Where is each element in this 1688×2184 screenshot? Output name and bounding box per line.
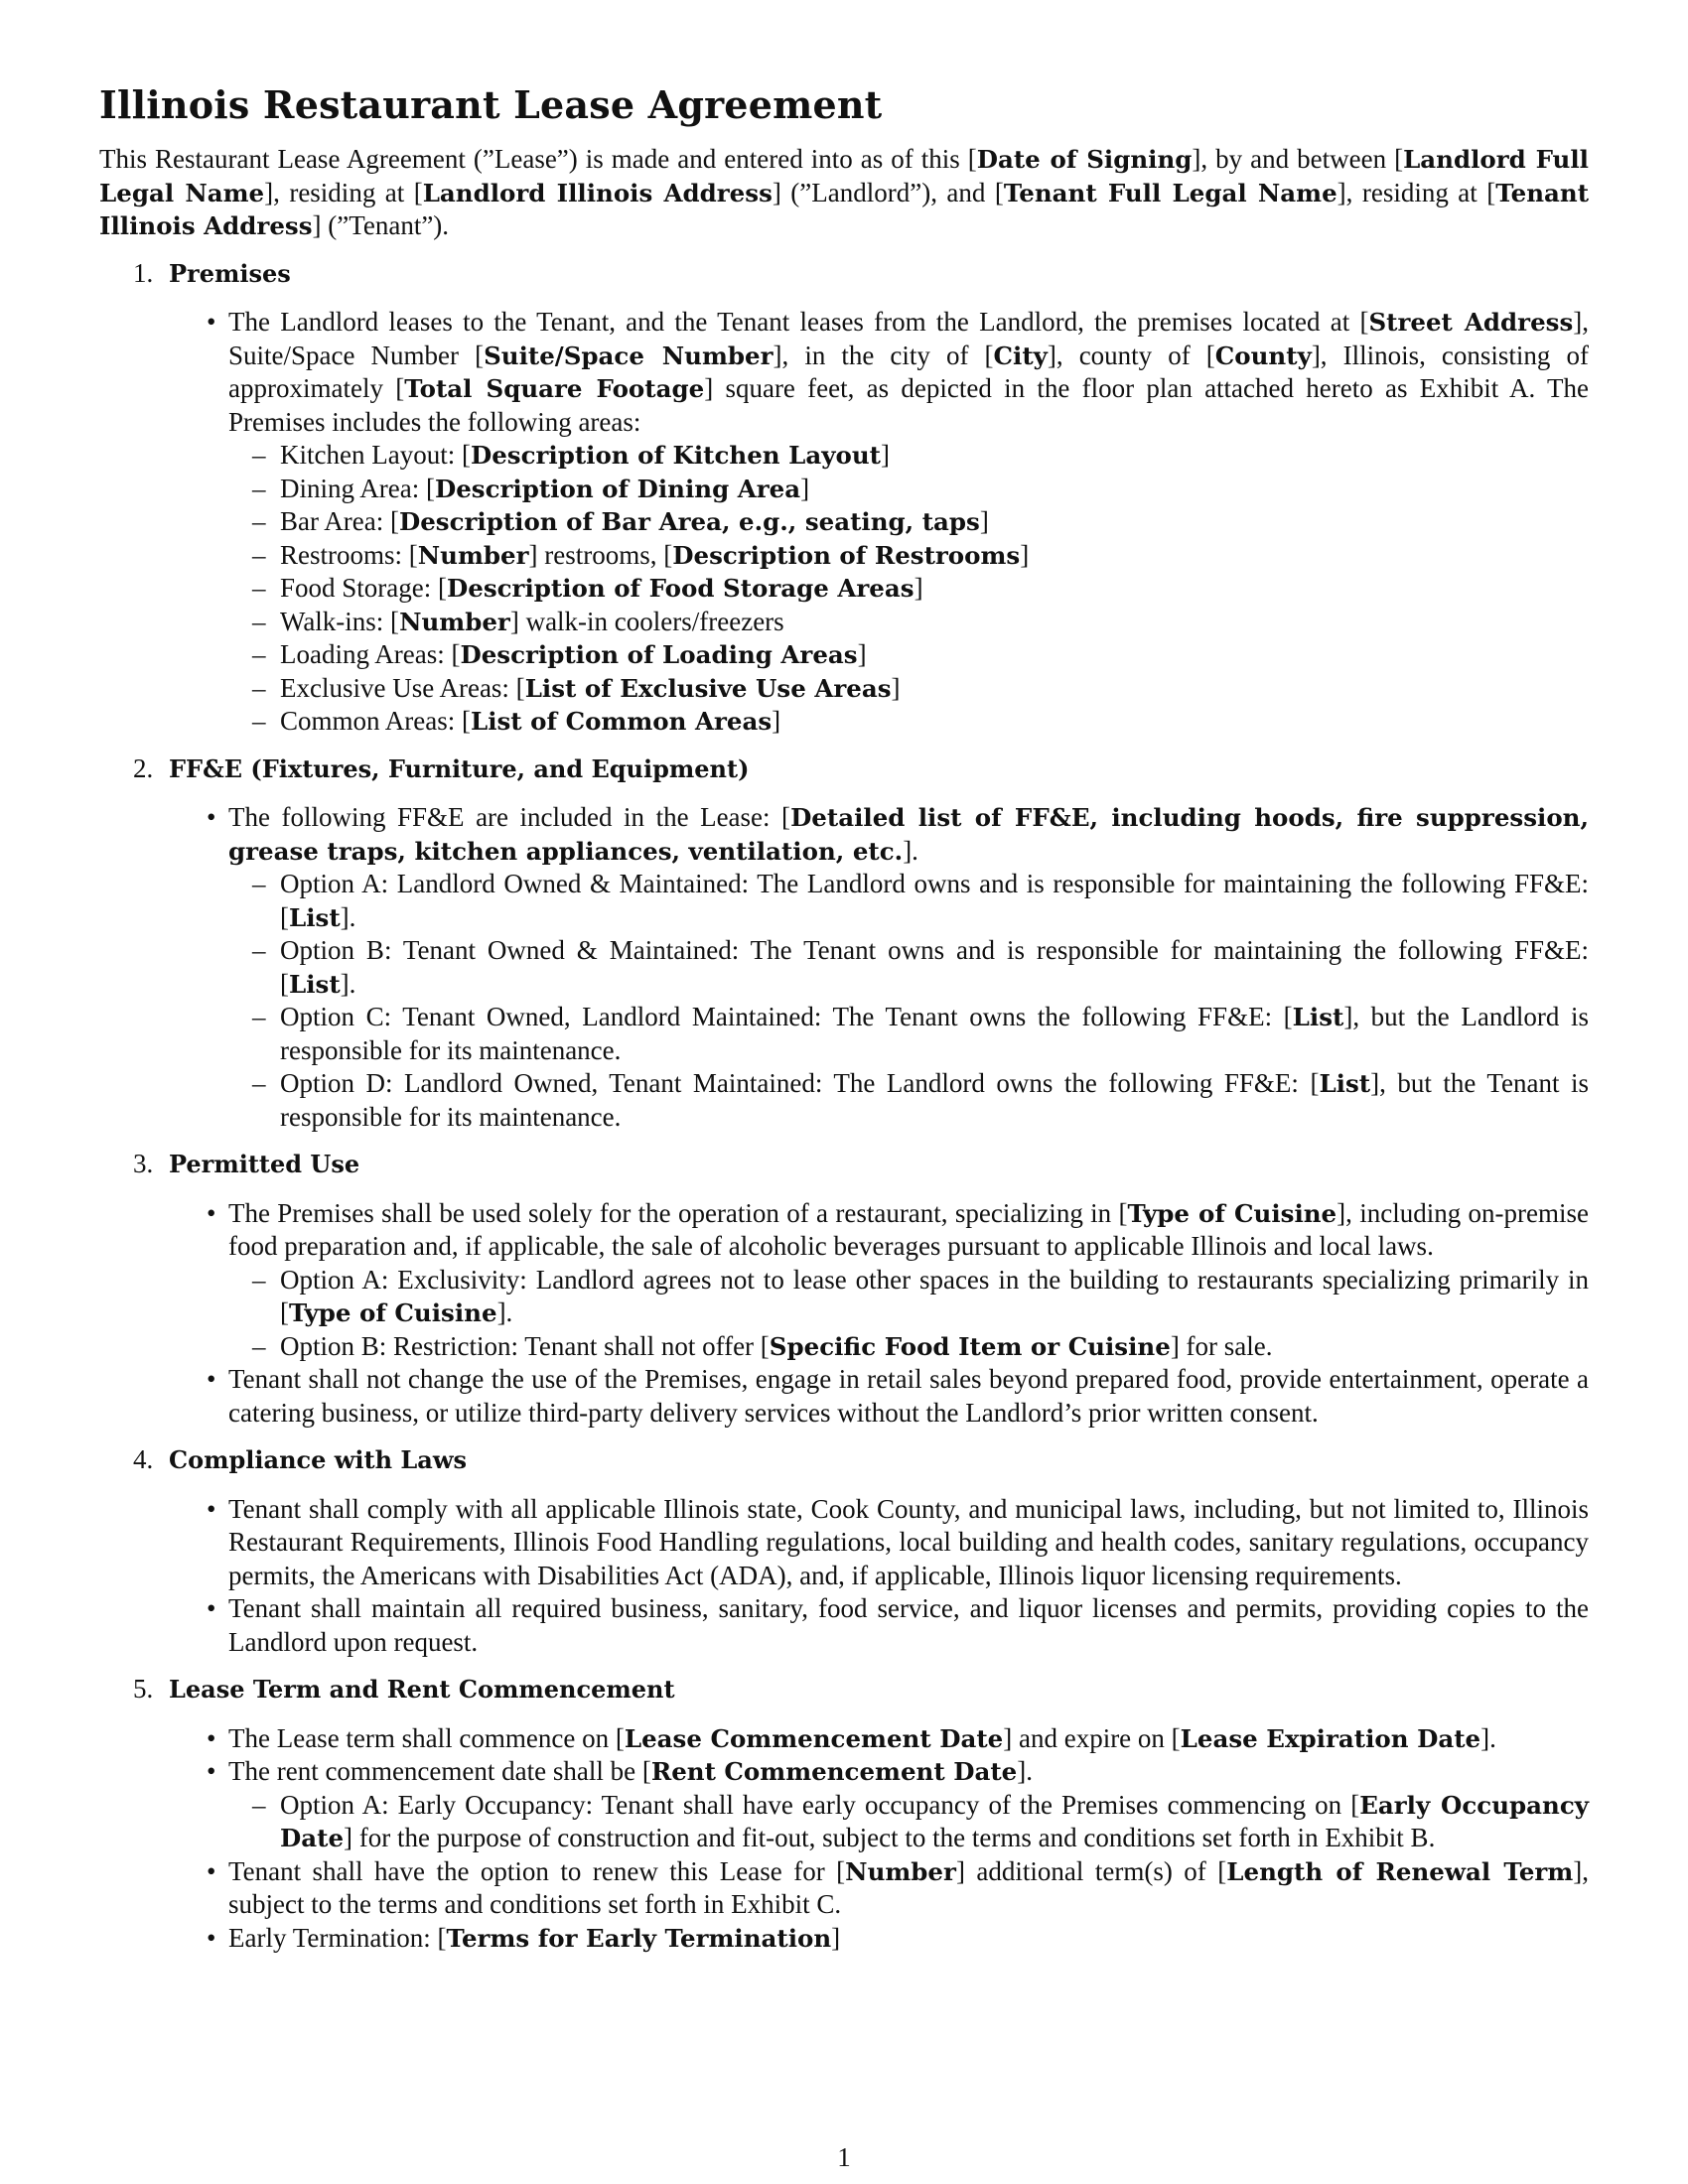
- field-placeholder: Suite/Space Number: [484, 341, 774, 370]
- section-premises: [99, 257, 1589, 739]
- section-permitted-use: [99, 1148, 1589, 1430]
- intro-paragraph: This Restaurant Lease Agreement (”Lease”) is made and entered into as of this [Date of Signing], by and between [Landlord Full Legal Name], residing at [Landlord Illinois Address] (”Landlord”), and [Tenant Full Legal Name], residing at [Tenant Illinois Address] (”Tenant”).: [99, 144, 1590, 240]
- section-title: Premises: [169, 258, 291, 288]
- list-item: • The Premises shall be used solely for the operation of a restaurant, specializing in [Type of Cuisine], including on-premise food preparation and, if applicable, the sale of alcoholic beverages pursuant to applicable Illinois and local laws. – Option A: Exclusivity: Landlord agrees not to lease other spaces in the building to restaurants specializing primarily in [Type of Cuisine]. – Option B: Restriction: Tenant shall not offer [Specific Food Item or Cuisine] for sale.: [228, 1197, 1589, 1364]
- bullet-list: [99, 306, 1589, 739]
- document-title: Illinois Restaurant Lease Agreement: [99, 82, 883, 127]
- field-placeholder: Number: [845, 1856, 956, 1886]
- bullet-list: [99, 1197, 1589, 1431]
- list-item: • The rent commencement date shall be [Rent Commencement Date]. – Option A: Early Occupancy: Tenant shall have early occupancy of the Premises commencing on [Early Occupancy Date] for the purpose of construction and fit-out, subject to the terms and conditions set forth in Exhibit B.: [228, 1755, 1589, 1855]
- section-heading: [133, 1148, 1589, 1181]
- field-placeholder: Terms for Early Termination: [446, 1923, 832, 1953]
- section-number: 5.: [133, 1674, 154, 1704]
- sub-list-item: – Kitchen Layout: [Description of Kitchen Layout]: [280, 439, 1589, 473]
- field-placeholder: Landlord Illinois Address: [422, 178, 773, 207]
- section-heading: [133, 752, 1589, 786]
- sub-list-item: – Option A: Exclusivity: Landlord agrees not to lease other spaces in the building to restaurants specializing primarily in [Type of Cuisine].: [280, 1264, 1589, 1330]
- field-placeholder: Type of Cuisine: [289, 1298, 497, 1327]
- sub-list: [228, 1789, 1589, 1855]
- section-number: 3.: [133, 1149, 154, 1178]
- sub-list-item: – Loading Areas: [Description of Loading Areas]: [280, 638, 1589, 672]
- sub-list-item: – Food Storage: [Description of Food Storage Areas]: [280, 572, 1589, 606]
- section-number: 4.: [133, 1444, 154, 1474]
- sub-list-item: – Exclusive Use Areas: [List of Exclusive Use Areas]: [280, 672, 1589, 706]
- sub-list-item: – Option A: Landlord Owned & Maintained: The Landlord owns and is responsible for maintaining the following FF&E: [List].: [280, 868, 1589, 934]
- field-placeholder: City: [993, 341, 1048, 370]
- sub-list: [228, 868, 1589, 1134]
- field-placeholder: List: [1319, 1069, 1371, 1098]
- sub-list-item: – Option A: Early Occupancy: Tenant shall have early occupancy of the Premises commencing on [Early Occupancy Date] for the purpose of construction and fit-out, subject to the terms and conditions set forth in Exhibit B.: [280, 1789, 1589, 1855]
- field-placeholder: List: [289, 969, 341, 999]
- sub-list-item: – Common Areas: [List of Common Areas]: [280, 705, 1589, 739]
- sub-list-item: – Option D: Landlord Owned, Tenant Maintained: The Landlord owns the following FF&E: [List], but the Tenant is responsible for its maintenance.: [280, 1067, 1589, 1134]
- field-placeholder: Lease Expiration Date: [1180, 1723, 1481, 1753]
- bullet-list: [99, 801, 1589, 1134]
- section-compliance: [99, 1443, 1589, 1659]
- page-number: 1: [837, 2142, 851, 2172]
- section-title: Compliance with Laws: [169, 1445, 468, 1474]
- field-placeholder: Description of Restrooms: [672, 540, 1021, 570]
- sub-list-item: – Option B: Tenant Owned & Maintained: The Tenant owns and is responsible for maintaining the following FF&E: [List].: [280, 934, 1589, 1001]
- sub-list-item: – Option C: Tenant Owned, Landlord Maintained: The Tenant owns the following FF&E: [List], but the Landlord is responsible for its maintenance.: [280, 1001, 1589, 1067]
- list-item: • Tenant shall have the option to renew this Lease for [Number] additional term(s) of [Length of Renewal Term], subject to the terms and conditions set forth in Exhibit C.: [228, 1855, 1589, 1922]
- field-placeholder: Length of Renewal Term: [1226, 1856, 1574, 1886]
- field-placeholder: Lease Commencement Date: [624, 1723, 1004, 1753]
- section-title: Lease Term and Rent Commencement: [169, 1675, 675, 1704]
- list-item: • The Lease term shall commence on [Lease Commencement Date] and expire on [Lease Expiration Date].: [228, 1722, 1589, 1756]
- field-placeholder: Tenant Full Legal Name: [1003, 178, 1337, 207]
- field-placeholder: Type of Cuisine: [1127, 1198, 1337, 1228]
- field-placeholder: Specific Food Item or Cuisine: [769, 1331, 1171, 1361]
- section-ffe: [99, 752, 1589, 1135]
- section-heading: [133, 1673, 1589, 1706]
- list-item: • The following FF&E are included in the Lease: [Detailed list of FF&E, including hoods, fire suppression, grease traps, kitchen appliances, ventilation, etc.]. – Option A: Landlord Owned & Maintained: The Landlord owns and is responsible for maintaining the following FF&E: [List]. – Option B: Tenant Owned & Maintained: The Tenant owns and is responsible for maintaining the following FF&E: [List]. – Option C: Tenant Owned, Landlord Maintained: The Tenant owns the following FF&E: [List], but the Landlord is responsible for its maintenance. – Option D: Landlord Owned, Tenant Maintained: The Landlord owns the following FF&E: [List], but the Tenant is responsible for its maintenance.: [228, 801, 1589, 1134]
- sub-list-item: – Walk-ins: [Number] walk-in coolers/freezers: [280, 606, 1589, 639]
- field-placeholder: Description of Loading Areas: [460, 640, 858, 669]
- field-placeholder: List of Exclusive Use Areas: [524, 673, 892, 703]
- field-placeholder: Description of Food Storage Areas: [447, 574, 914, 603]
- section-number: 1.: [133, 257, 154, 288]
- field-placeholder: Total Square Footage: [404, 374, 705, 403]
- sub-list-item: – Dining Area: [Description of Dining Area]: [280, 473, 1589, 506]
- field-placeholder: Street Address: [1368, 308, 1574, 337]
- field-placeholder: Description of Bar Area, e.g., seating, taps: [398, 507, 980, 536]
- section-heading: [133, 257, 1589, 291]
- field-placeholder: Description of Kitchen Layout: [470, 441, 881, 470]
- field-placeholder: Landlord Full Legal Name: [99, 145, 1589, 207]
- field-placeholder: County: [1214, 341, 1312, 370]
- field-placeholder: Number: [417, 540, 529, 570]
- field-placeholder: Rent Commencement Date: [650, 1757, 1018, 1786]
- field-placeholder: Description of Dining Area: [434, 474, 801, 503]
- section-number: 2.: [133, 752, 154, 783]
- field-placeholder: Number: [399, 607, 510, 636]
- sub-list: [228, 1264, 1589, 1364]
- field-placeholder: Detailed list of FF&E, including hoods, fire suppression, grease traps, kitchen appliances, ventilation, etc.: [228, 803, 1589, 866]
- sub-list-item: – Restrooms: [Number] restrooms, [Description of Restrooms]: [280, 539, 1589, 573]
- field-placeholder: Date of Signing: [976, 145, 1193, 174]
- sub-list: [228, 439, 1589, 739]
- sub-list-item: – Option B: Restriction: Tenant shall not offer [Specific Food Item or Cuisine] for sale.: [280, 1330, 1589, 1364]
- list-item: • Early Termination: [Terms for Early Termination]: [228, 1922, 1589, 1956]
- list-item: • The Landlord leases to the Tenant, and the Tenant leases from the Landlord, the premises located at [Street Address], Suite/Space Number [Suite/Space Number], in the city of [City], county of [County], Illinois, consisting of approximately [Total Square Footage] square feet, as depicted in the floor plan attached hereto as Exhibit A. The Premises includes the following areas: – Kitchen Layout: [Description of Kitchen Layout] – Dining Area: [Description of Dining Area] – Bar Area: [Description of Bar Area, e.g., seating, taps] – Restrooms: [Number] restrooms, [Description of Restrooms] – Food Storage: [Description of Food Storage Areas] – Walk-ins: [Number] walk-in coolers/freezers – Loading Areas: [Description of Loading Areas] – Exclusive Use Areas: [List of Exclusive Use Areas] – Common Areas: [List of Common Areas]: [228, 306, 1589, 739]
- field-placeholder: List of Common Areas: [470, 707, 773, 736]
- field-placeholder: List: [289, 902, 341, 932]
- list-item: • Tenant shall maintain all required business, sanitary, food service, and liquor licenses and permits, providing copies to the Landlord upon request.: [228, 1592, 1589, 1659]
- section-lease-term: [99, 1673, 1589, 1955]
- section-title: FF&E (Fixtures, Furniture, and Equipment): [169, 753, 750, 783]
- section-title: Permitted Use: [169, 1150, 360, 1178]
- field-placeholder: Tenant Illinois Address: [99, 178, 1590, 240]
- section-heading: [133, 1443, 1589, 1477]
- field-placeholder: List: [1292, 1003, 1344, 1031]
- field-placeholder: Early Occupancy Date: [280, 1790, 1589, 1852]
- list-item: • Tenant shall comply with all applicable Illinois state, Cook County, and municipal laws, including, but not limited to, Illinois Restaurant Requirements, Illinois Food Handling regulations, local building and health codes, sanitary regulations, occupancy permits, the Americans with Disabilities Act (ADA), and, if applicable, Illinois liquor licensing requirements.: [228, 1493, 1589, 1593]
- lease-page: [99, 81, 1589, 1955]
- bullet-list: [99, 1493, 1589, 1660]
- bullet-list: [99, 1722, 1589, 1956]
- sub-list-item: – Bar Area: [Description of Bar Area, e.g., seating, taps]: [280, 505, 1589, 539]
- list-item: • Tenant shall not change the use of the Premises, engage in retail sales beyond prepared food, provide entertainment, operate a catering business, or utilize third-party delivery services without the Landlord’s prior written consent.: [228, 1363, 1589, 1430]
